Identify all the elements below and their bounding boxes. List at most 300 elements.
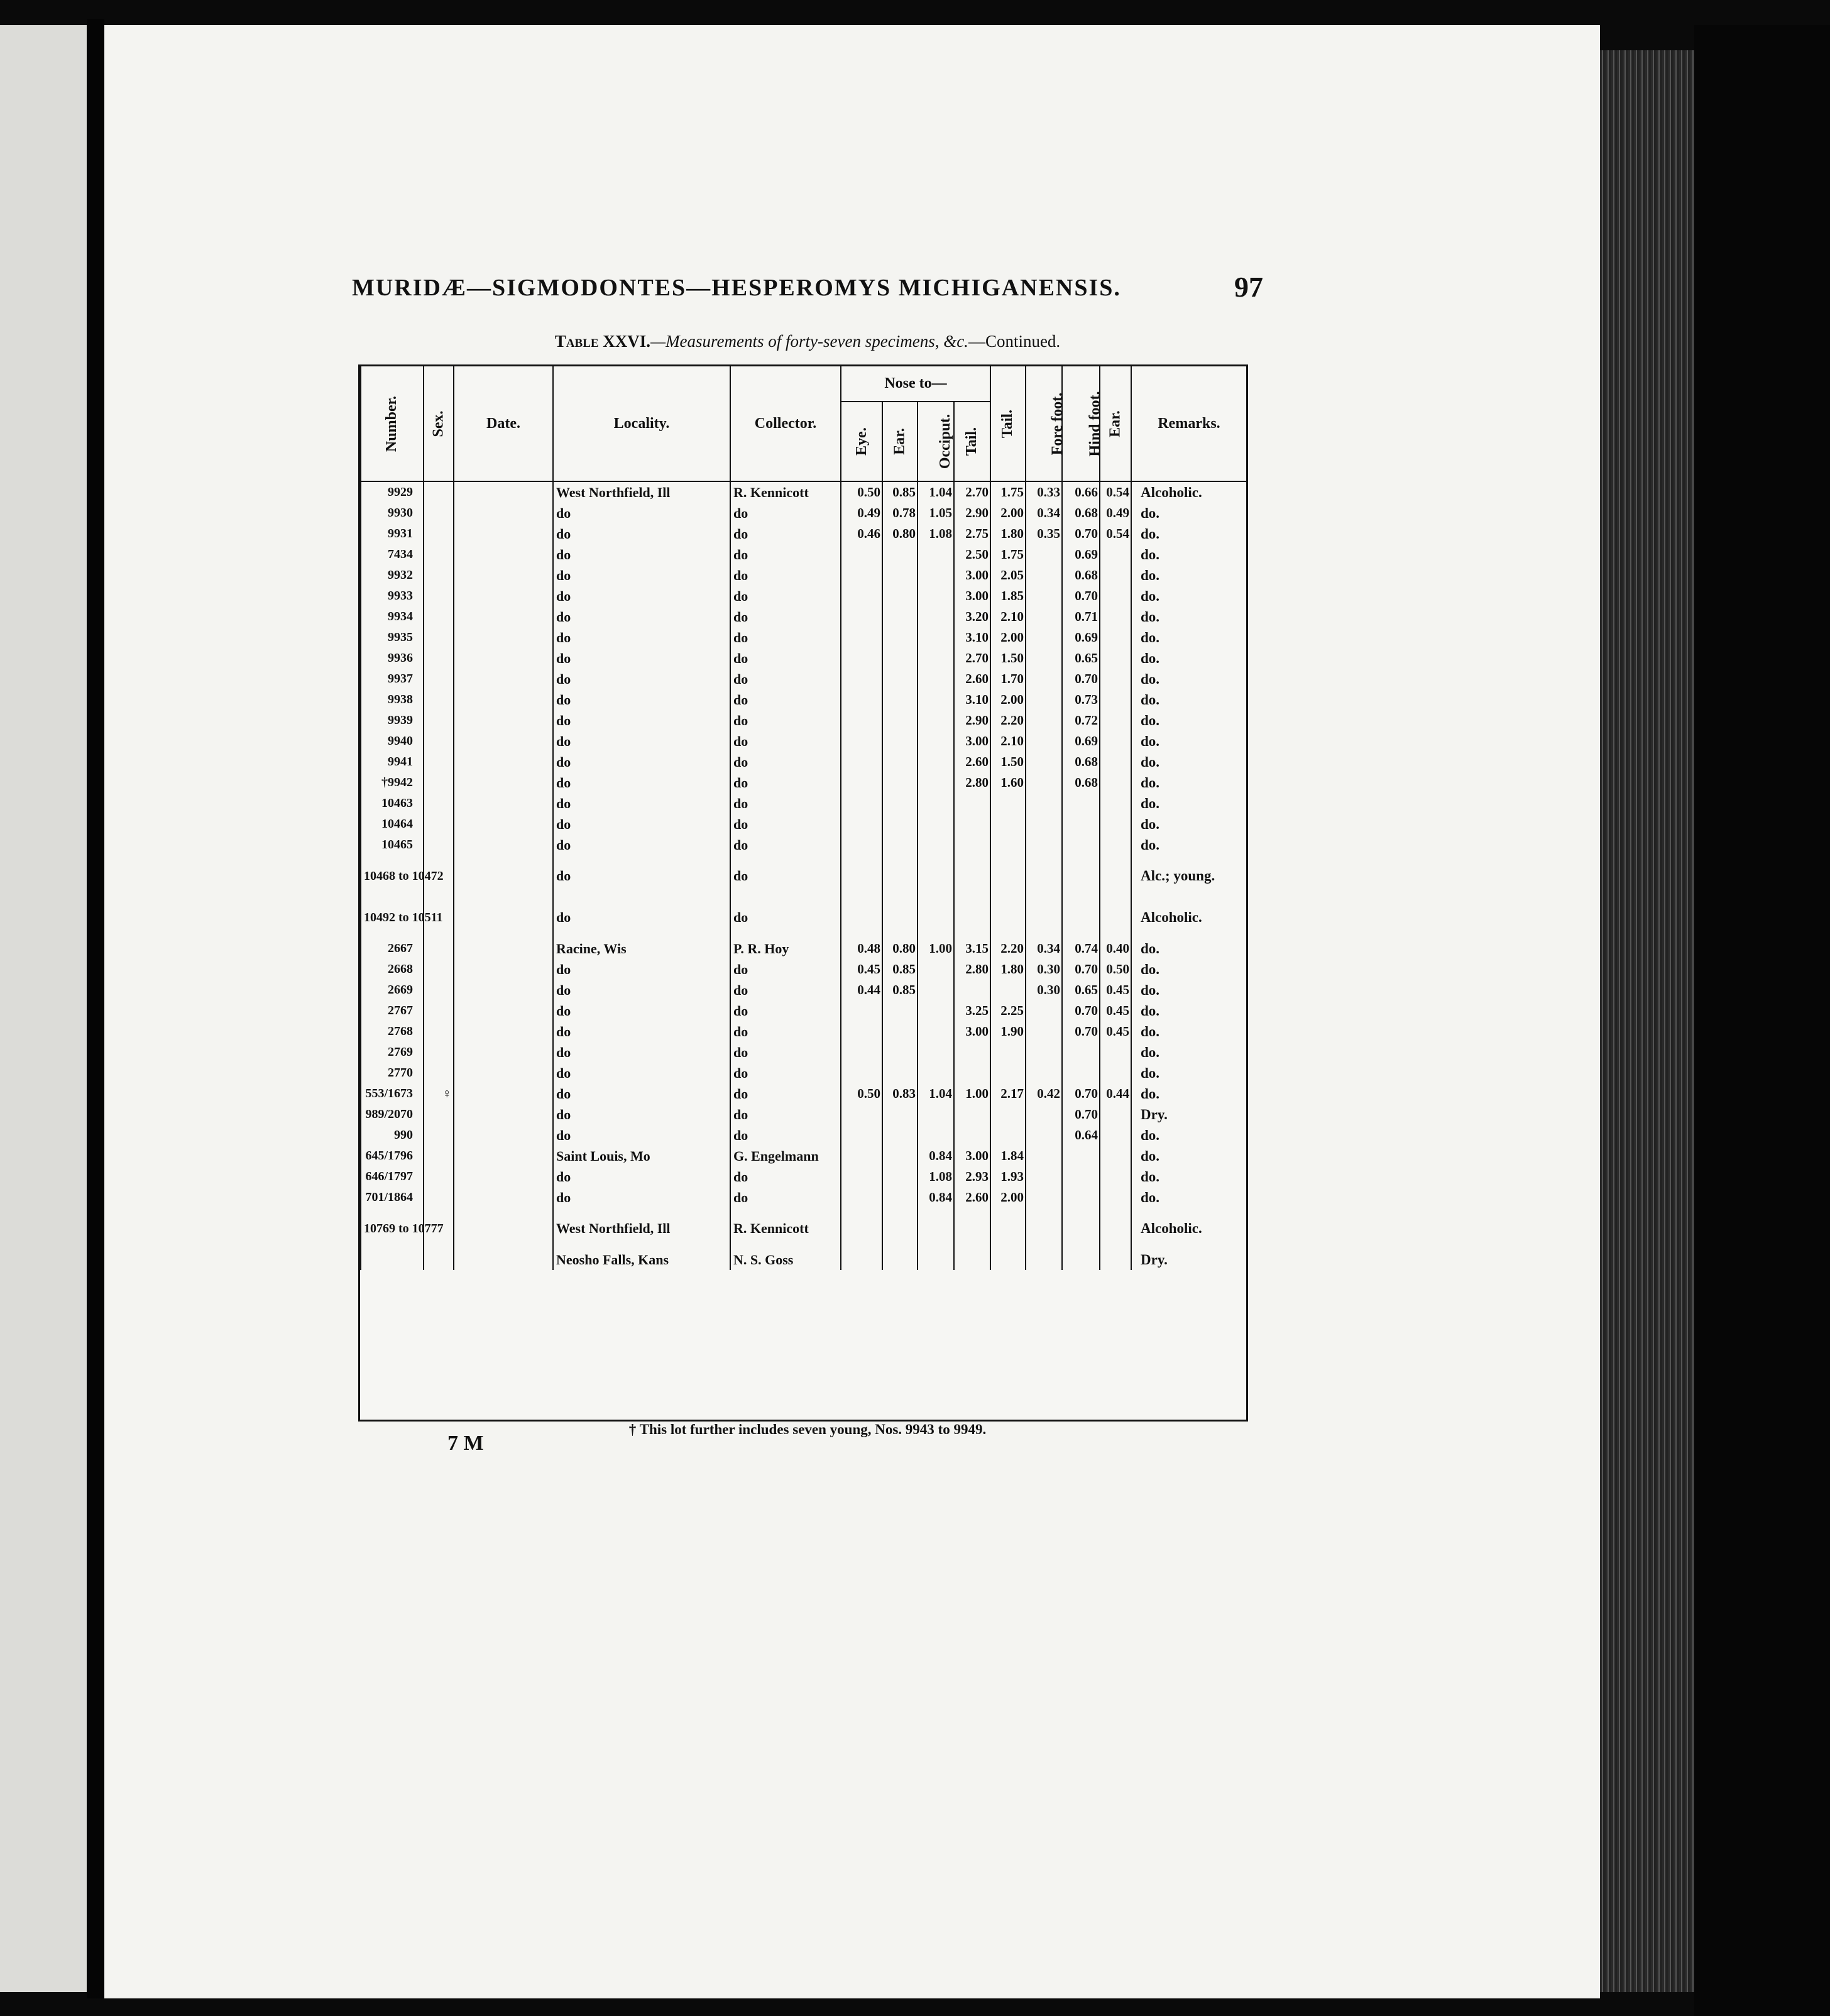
row-ear: 0.45 [1100, 1000, 1131, 1021]
row-sex [424, 835, 454, 855]
row-tail: 2.25 [990, 1000, 1026, 1021]
row-number: 10769 to 10777 [361, 1208, 424, 1249]
row-nose-ear [882, 731, 918, 752]
row-sex [424, 710, 454, 731]
row-sex [424, 1249, 454, 1270]
row-hind-foot [1062, 1146, 1100, 1166]
row-number: 10492 to 10511 [361, 897, 424, 938]
row-nose-tail: 3.00 [954, 586, 990, 606]
row-ear: 0.45 [1100, 1021, 1131, 1042]
table-row [361, 835, 1247, 855]
table-row [361, 669, 1247, 689]
row-fore-foot [1026, 1104, 1062, 1125]
caption-label: Table XXVI. [554, 332, 651, 351]
book-cover-edge [1694, 25, 1830, 2016]
row-remarks: do. [1131, 835, 1247, 855]
col-tail: Tail. [990, 366, 1026, 481]
row-date [454, 523, 553, 544]
row-nose-eye [841, 565, 882, 586]
row-number: 646/1797 [361, 1166, 424, 1187]
row-date [454, 565, 553, 586]
table-row [361, 814, 1247, 835]
table-row [361, 648, 1247, 669]
row-number: 2770 [361, 1063, 424, 1083]
row-collector: do [730, 1104, 841, 1125]
row-nose-ear: 0.80 [882, 938, 918, 959]
row-fore-foot [1026, 1063, 1062, 1083]
row-remarks: do. [1131, 938, 1247, 959]
row-nose-eye: 0.50 [841, 481, 882, 503]
row-nose-occiput [918, 1249, 954, 1270]
row-remarks: Dry. [1131, 1249, 1247, 1270]
row-locality: do [553, 503, 730, 523]
table-row [361, 481, 1247, 503]
row-remarks: do. [1131, 1063, 1247, 1083]
row-number: 9938 [361, 689, 424, 710]
row-nose-tail [954, 855, 990, 897]
row-nose-ear [882, 689, 918, 710]
row-date [454, 793, 553, 814]
row-nose-occiput: 0.84 [918, 1187, 954, 1208]
row-hind-foot [1062, 897, 1100, 938]
row-hind-foot: 0.68 [1062, 503, 1100, 523]
row-date [454, 627, 553, 648]
row-fore-foot [1026, 772, 1062, 793]
row-locality: do [553, 855, 730, 897]
row-fore-foot [1026, 855, 1062, 897]
page-edges [1600, 50, 1694, 1992]
row-nose-ear [882, 648, 918, 669]
row-locality: do [553, 897, 730, 938]
row-collector: do [730, 503, 841, 523]
row-remarks: do. [1131, 980, 1247, 1000]
row-sex [424, 1187, 454, 1208]
row-nose-ear [882, 772, 918, 793]
row-nose-tail [954, 1104, 990, 1125]
row-nose-eye [841, 606, 882, 627]
table-row [361, 980, 1247, 1000]
row-nose-occiput [918, 980, 954, 1000]
row-nose-occiput: 1.00 [918, 938, 954, 959]
row-collector: do [730, 897, 841, 938]
row-locality: do [553, 793, 730, 814]
row-ear [1100, 1249, 1131, 1270]
row-nose-ear [882, 793, 918, 814]
table-row [361, 627, 1247, 648]
row-locality: West Northfield, Ill [553, 481, 730, 503]
row-nose-ear [882, 897, 918, 938]
row-collector: do [730, 772, 841, 793]
row-tail: 2.00 [990, 627, 1026, 648]
table-row [361, 1000, 1247, 1021]
row-ear [1100, 855, 1131, 897]
table-row [361, 1125, 1247, 1146]
row-nose-ear: 0.85 [882, 980, 918, 1000]
table-row [361, 1021, 1247, 1042]
row-nose-tail [954, 835, 990, 855]
row-locality: do [553, 565, 730, 586]
row-nose-tail: 2.80 [954, 772, 990, 793]
row-nose-eye [841, 648, 882, 669]
row-date [454, 1063, 553, 1083]
row-locality: do [553, 731, 730, 752]
row-ear [1100, 1125, 1131, 1146]
row-nose-occiput [918, 710, 954, 731]
row-hind-foot [1062, 1208, 1100, 1249]
row-locality: do [553, 544, 730, 565]
row-nose-tail: 3.20 [954, 606, 990, 627]
row-nose-eye [841, 627, 882, 648]
row-nose-occiput [918, 565, 954, 586]
row-sex [424, 1021, 454, 1042]
row-date [454, 855, 553, 897]
col-collector: Collector. [730, 366, 841, 481]
row-remarks: do. [1131, 1021, 1247, 1042]
col-fore-foot: Fore foot. [1026, 366, 1062, 481]
table-row [361, 1042, 1247, 1063]
row-number: 645/1796 [361, 1146, 424, 1166]
row-collector: do [730, 731, 841, 752]
row-nose-ear: 0.78 [882, 503, 918, 523]
row-date [454, 1146, 553, 1166]
row-tail: 1.75 [990, 544, 1026, 565]
row-locality: do [553, 606, 730, 627]
row-ear: 0.40 [1100, 938, 1131, 959]
row-collector: do [730, 627, 841, 648]
row-sex [424, 959, 454, 980]
row-date [454, 481, 553, 503]
left-page-edge [0, 25, 87, 1992]
row-nose-eye [841, 897, 882, 938]
row-tail: 2.00 [990, 689, 1026, 710]
row-sex [424, 1166, 454, 1187]
row-date [454, 1125, 553, 1146]
row-tail: 1.70 [990, 669, 1026, 689]
row-nose-occiput [918, 1021, 954, 1042]
row-sex [424, 772, 454, 793]
row-locality: Neosho Falls, Kans [553, 1249, 730, 1270]
row-nose-eye [841, 586, 882, 606]
row-fore-foot: 0.34 [1026, 503, 1062, 523]
row-remarks: do. [1131, 1000, 1247, 1021]
table-row [361, 689, 1247, 710]
row-number: 10465 [361, 835, 424, 855]
row-nose-occiput [918, 586, 954, 606]
table-row [361, 1208, 1247, 1249]
row-tail: 1.85 [990, 586, 1026, 606]
row-sex: ♀ [424, 1083, 454, 1104]
row-fore-foot [1026, 689, 1062, 710]
row-number: 2669 [361, 980, 424, 1000]
row-collector: do [730, 1000, 841, 1021]
row-number: 9936 [361, 648, 424, 669]
row-nose-tail: 3.00 [954, 731, 990, 752]
col-hind-foot: Hind foot. [1062, 366, 1100, 481]
row-collector: do [730, 1083, 841, 1104]
row-sex [424, 1146, 454, 1166]
row-sex [424, 586, 454, 606]
row-ear [1100, 1146, 1131, 1166]
row-nose-occiput [918, 752, 954, 772]
row-collector: do [730, 855, 841, 897]
table-row [361, 793, 1247, 814]
row-date [454, 606, 553, 627]
row-nose-occiput [918, 606, 954, 627]
row-remarks: do. [1131, 503, 1247, 523]
row-date [454, 897, 553, 938]
row-nose-occiput [918, 897, 954, 938]
row-fore-foot [1026, 731, 1062, 752]
row-fore-foot [1026, 669, 1062, 689]
row-locality: do [553, 1104, 730, 1125]
row-date [454, 586, 553, 606]
row-nose-eye [841, 689, 882, 710]
row-nose-tail: 3.25 [954, 1000, 990, 1021]
row-nose-occiput: 1.05 [918, 503, 954, 523]
row-nose-tail [954, 1208, 990, 1249]
row-date [454, 1000, 553, 1021]
row-hind-foot: 0.69 [1062, 544, 1100, 565]
row-tail [990, 1042, 1026, 1063]
row-sex [424, 731, 454, 752]
row-number: 9933 [361, 586, 424, 606]
row-tail: 1.93 [990, 1166, 1026, 1187]
row-nose-tail: 2.93 [954, 1166, 990, 1187]
row-number: 9939 [361, 710, 424, 731]
measurements-table [360, 366, 1247, 1270]
row-collector: G. Engelmann [730, 1146, 841, 1166]
row-locality: do [553, 710, 730, 731]
row-date [454, 1166, 553, 1187]
row-number [361, 1249, 424, 1270]
row-hind-foot: 0.70 [1062, 586, 1100, 606]
row-tail [990, 1063, 1026, 1083]
row-ear [1100, 1208, 1131, 1249]
row-nose-occiput [918, 1125, 954, 1146]
row-ear: 0.50 [1100, 959, 1131, 980]
row-nose-eye: 0.48 [841, 938, 882, 959]
row-remarks: Alc.; young. [1131, 855, 1247, 897]
row-nose-eye [841, 1187, 882, 1208]
measurements-table-frame [358, 364, 1248, 1422]
row-locality: do [553, 1083, 730, 1104]
row-fore-foot [1026, 1166, 1062, 1187]
row-nose-eye [841, 731, 882, 752]
row-date [454, 689, 553, 710]
row-collector: do [730, 523, 841, 544]
row-nose-tail: 2.60 [954, 669, 990, 689]
row-nose-eye [841, 1104, 882, 1125]
row-nose-tail: 2.75 [954, 523, 990, 544]
row-date [454, 710, 553, 731]
row-date [454, 938, 553, 959]
row-ear [1100, 1063, 1131, 1083]
row-remarks: do. [1131, 959, 1247, 980]
row-tail: 2.10 [990, 731, 1026, 752]
row-nose-eye [841, 814, 882, 835]
table-body [361, 481, 1247, 1270]
table-footnote: † This lot further includes seven young, Nos. 9943 to 9949. [628, 1422, 987, 1437]
row-nose-occiput [918, 1208, 954, 1249]
row-nose-occiput: 0.84 [918, 1146, 954, 1166]
row-locality: do [553, 814, 730, 835]
row-fore-foot [1026, 897, 1062, 938]
row-collector: do [730, 565, 841, 586]
row-nose-ear [882, 565, 918, 586]
row-nose-tail: 2.70 [954, 481, 990, 503]
row-nose-tail [954, 814, 990, 835]
row-nose-tail: 3.00 [954, 565, 990, 586]
row-tail: 1.80 [990, 959, 1026, 980]
row-remarks: do. [1131, 1083, 1247, 1104]
row-nose-tail [954, 1249, 990, 1270]
row-tail [990, 1104, 1026, 1125]
row-fore-foot [1026, 814, 1062, 835]
row-nose-ear [882, 1000, 918, 1021]
row-number: 9935 [361, 627, 424, 648]
row-locality: do [553, 1042, 730, 1063]
row-number: 9940 [361, 731, 424, 752]
row-nose-tail: 2.60 [954, 1187, 990, 1208]
table-row [361, 938, 1247, 959]
row-number: 2767 [361, 1000, 424, 1021]
col-remarks: Remarks. [1131, 366, 1247, 481]
row-sex [424, 1104, 454, 1125]
row-ear: 0.44 [1100, 1083, 1131, 1104]
row-hind-foot: 0.66 [1062, 481, 1100, 503]
row-date [454, 980, 553, 1000]
row-fore-foot [1026, 1249, 1062, 1270]
row-tail [990, 1125, 1026, 1146]
row-ear: 0.49 [1100, 503, 1131, 523]
caption-italic: —Measurements of forty-seven specimens, &c. [650, 332, 968, 351]
page-number: 97 [1234, 271, 1263, 303]
row-hind-foot [1062, 1063, 1100, 1083]
row-nose-ear [882, 586, 918, 606]
row-remarks: do. [1131, 606, 1247, 627]
col-nose-eye: Eye. [841, 402, 882, 481]
row-remarks: do. [1131, 565, 1247, 586]
row-nose-eye: 0.46 [841, 523, 882, 544]
row-ear [1100, 814, 1131, 835]
row-nose-occiput [918, 1063, 954, 1083]
row-tail [990, 980, 1026, 1000]
row-date [454, 544, 553, 565]
row-remarks: do. [1131, 523, 1247, 544]
row-remarks: do. [1131, 544, 1247, 565]
row-collector: do [730, 669, 841, 689]
row-nose-ear [882, 1187, 918, 1208]
row-ear [1100, 1042, 1131, 1063]
row-nose-ear: 0.83 [882, 1083, 918, 1104]
row-nose-occiput [918, 731, 954, 752]
row-collector: do [730, 959, 841, 980]
row-sex [424, 503, 454, 523]
row-ear [1100, 897, 1131, 938]
row-remarks: Dry. [1131, 1104, 1247, 1125]
row-remarks: do. [1131, 772, 1247, 793]
row-nose-tail: 2.90 [954, 710, 990, 731]
row-collector: do [730, 752, 841, 772]
row-nose-tail: 3.10 [954, 689, 990, 710]
row-remarks: do. [1131, 1187, 1247, 1208]
row-remarks: do. [1131, 689, 1247, 710]
row-nose-ear [882, 1208, 918, 1249]
row-collector: do [730, 544, 841, 565]
row-nose-ear [882, 544, 918, 565]
table-caption [352, 332, 1263, 351]
row-nose-ear [882, 669, 918, 689]
row-nose-eye [841, 669, 882, 689]
row-nose-ear [882, 1063, 918, 1083]
row-number: 9937 [361, 669, 424, 689]
row-fore-foot [1026, 1146, 1062, 1166]
row-number: 2667 [361, 938, 424, 959]
row-nose-occiput [918, 669, 954, 689]
col-ear: Ear. [1100, 366, 1131, 481]
row-number: 9941 [361, 752, 424, 772]
row-fore-foot [1026, 606, 1062, 627]
table-row [361, 1166, 1247, 1187]
row-tail: 1.50 [990, 752, 1026, 772]
table-row [361, 710, 1247, 731]
row-tail: 2.20 [990, 710, 1026, 731]
row-date [454, 1042, 553, 1063]
row-tail: 1.84 [990, 1146, 1026, 1166]
row-nose-eye [841, 772, 882, 793]
row-tail: 2.05 [990, 565, 1026, 586]
row-number: 2768 [361, 1021, 424, 1042]
row-locality: do [553, 1125, 730, 1146]
row-number: 9931 [361, 523, 424, 544]
row-date [454, 1187, 553, 1208]
row-nose-eye [841, 752, 882, 772]
row-nose-occiput [918, 1042, 954, 1063]
row-nose-tail [954, 980, 990, 1000]
row-remarks: do. [1131, 710, 1247, 731]
row-hind-foot [1062, 835, 1100, 855]
row-nose-tail [954, 1125, 990, 1146]
row-nose-ear: 0.85 [882, 481, 918, 503]
row-tail: 1.75 [990, 481, 1026, 503]
row-ear [1100, 1187, 1131, 1208]
row-hind-foot: 0.71 [1062, 606, 1100, 627]
row-nose-occiput [918, 814, 954, 835]
row-number: 989/2070 [361, 1104, 424, 1125]
col-nose-to: Nose to— [841, 366, 990, 402]
table-row [361, 752, 1247, 772]
row-fore-foot [1026, 1208, 1062, 1249]
row-nose-occiput [918, 648, 954, 669]
row-nose-eye [841, 1042, 882, 1063]
row-nose-tail: 1.00 [954, 1083, 990, 1104]
row-sex [424, 627, 454, 648]
row-number: 2769 [361, 1042, 424, 1063]
row-fore-foot: 0.34 [1026, 938, 1062, 959]
row-nose-occiput: 1.04 [918, 481, 954, 503]
row-nose-occiput [918, 1104, 954, 1125]
row-nose-occiput [918, 855, 954, 897]
row-nose-eye [841, 1146, 882, 1166]
table-row [361, 959, 1247, 980]
row-collector: do [730, 1125, 841, 1146]
row-nose-occiput [918, 544, 954, 565]
row-nose-tail: 3.00 [954, 1146, 990, 1166]
row-locality: do [553, 980, 730, 1000]
row-sex [424, 565, 454, 586]
row-collector: do [730, 689, 841, 710]
row-collector: do [730, 835, 841, 855]
